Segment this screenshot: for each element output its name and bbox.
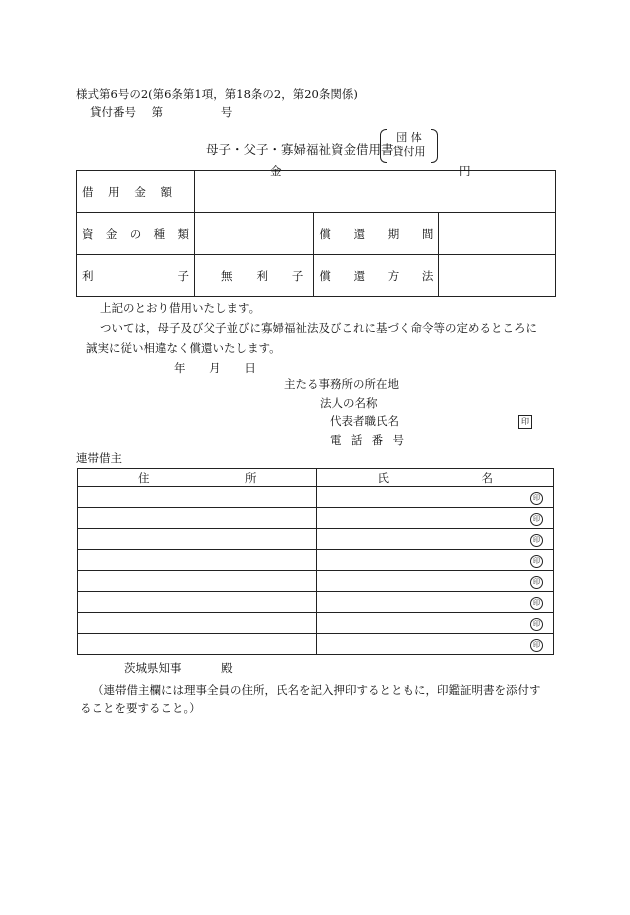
guarantor-address[interactable]: [78, 529, 317, 550]
guarantor-row: [78, 613, 554, 634]
guarantor-header-row: [78, 469, 554, 487]
amount-cell[interactable]: [195, 164, 556, 213]
seal-mark: 印: [530, 576, 543, 589]
fund-type-value[interactable]: [195, 213, 314, 255]
col-name-header: 氏 名: [317, 469, 554, 487]
fund-type-label-cell: [77, 213, 195, 255]
rep-seal: 印: [518, 413, 532, 429]
guarantor-name[interactable]: [317, 529, 554, 550]
date-month: 月: [209, 361, 221, 375]
repay-period-label: 償 還 期 間: [319, 226, 434, 241]
repay-method-value[interactable]: [439, 255, 556, 297]
guarantor-address[interactable]: [78, 508, 317, 529]
corp-name-label: 法人の名称: [320, 396, 378, 410]
title-sub-line2: 貸付用: [392, 145, 426, 158]
guarantor-name[interactable]: [317, 487, 554, 508]
guarantor-address[interactable]: [78, 571, 317, 592]
guarantor-name[interactable]: [317, 592, 554, 613]
date-line: [174, 360, 256, 376]
loan-number-dai: 第: [151, 105, 164, 119]
note-line1: （連帯借主欄には理事全員の住所，氏名を記入押印するとともに，印鑑証明書を添付す: [92, 683, 541, 697]
form-number: 様式第6号の2(第6条第1項，第18条の2，第20条関係): [76, 87, 358, 101]
seal-mark: 印: [530, 639, 543, 652]
note-line2: ることを要すること。）: [80, 701, 201, 715]
repay-method-label-cell: [314, 255, 439, 297]
seal-mark: 印: [530, 513, 543, 526]
seal-mark: 印: [530, 618, 543, 631]
rep-label: 代表者職氏名: [330, 414, 399, 428]
seal-mark: 印: [530, 555, 543, 568]
office-label: 主たる事務所の所在地: [284, 377, 399, 391]
loan-table: [76, 164, 556, 297]
seal-mark: 印: [530, 534, 543, 547]
guarantor-address[interactable]: [78, 550, 317, 571]
loan-number-label: 貸付番号: [90, 105, 136, 119]
repay-period-value[interactable]: [439, 213, 556, 255]
col-address-header: 住 所: [78, 469, 317, 487]
date-day: 日: [244, 361, 256, 375]
guarantor-name[interactable]: [317, 613, 554, 634]
addressee: 茨城県知事: [124, 661, 182, 675]
fund-type-label: 資 金 の 種 類: [82, 226, 189, 241]
amount-unit: 円: [459, 164, 471, 178]
interest-value-cell: [195, 255, 314, 297]
guarantor-address[interactable]: [78, 487, 317, 508]
guarantor-name[interactable]: [317, 550, 554, 571]
interest-label-cell: [77, 255, 195, 297]
loan-number: [90, 104, 232, 120]
guarantor-name[interactable]: [317, 634, 554, 655]
guarantor-table: [77, 468, 554, 655]
fund-type-row: [77, 213, 556, 255]
body-line3: 誠実に従い相違なく償還いたします。: [86, 341, 281, 355]
guarantor-row: [78, 634, 554, 655]
guarantor-name[interactable]: [317, 571, 554, 592]
guarantor-name[interactable]: [317, 508, 554, 529]
title-sub: [380, 129, 438, 163]
interest-label: 利 子: [82, 268, 189, 283]
repay-period-label-cell: [314, 213, 439, 255]
addressee-line: [124, 660, 233, 676]
honorific: 殿: [221, 661, 233, 675]
date-year: 年: [174, 361, 186, 375]
guarantor-row: [78, 487, 554, 508]
guarantor-section-label: 連帯借主: [76, 451, 122, 465]
amount-label: 借 用 金 額: [82, 184, 172, 199]
loan-number-go: 号: [220, 105, 233, 119]
interest-row: [77, 255, 556, 297]
guarantor-row: [78, 529, 554, 550]
body-line1: 上記のとおり借用いたします。: [100, 301, 261, 315]
guarantor-row: [78, 550, 554, 571]
seal-mark: 印: [530, 492, 543, 505]
amount-row: [77, 171, 556, 213]
guarantor-row: [78, 592, 554, 613]
amount-prefix: 金: [270, 164, 282, 178]
document-title: 母子・父子・寡婦福祉資金借用書: [206, 142, 394, 157]
guarantor-address[interactable]: [78, 592, 317, 613]
repay-method-label: 償 還 方 法: [319, 268, 434, 283]
body-line2: ついては，母子及び父子並びに寡婦福祉法及びこれに基づく命令等の定めるところに: [100, 321, 537, 335]
title-sub-line1: 団 体: [396, 131, 422, 144]
interest-value: 無 利 子: [221, 268, 304, 283]
phone-label: 電 話 番 号: [330, 433, 404, 447]
guarantor-row: [78, 571, 554, 592]
guarantor-address[interactable]: [78, 613, 317, 634]
guarantor-row: [78, 508, 554, 529]
amount-label-cell: [77, 171, 195, 213]
guarantor-address[interactable]: [78, 634, 317, 655]
seal-mark: 印: [530, 597, 543, 610]
